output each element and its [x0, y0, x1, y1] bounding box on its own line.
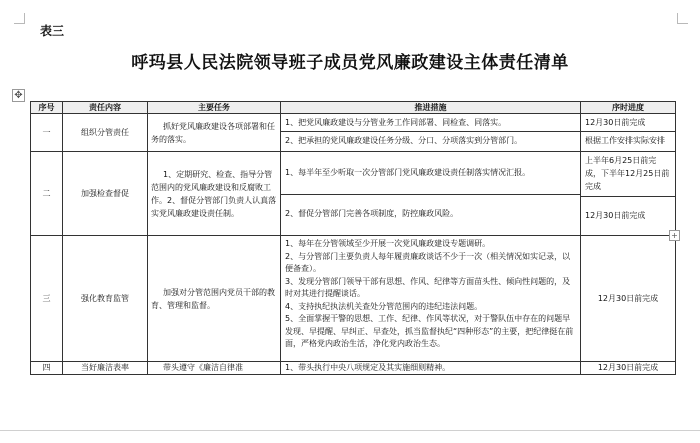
row-number: 一 [31, 114, 63, 152]
measure-item: 4、支持执纪执法机关查处分管范围内的违纪违法问题。 [285, 301, 483, 311]
header-cell: 推进措施 [281, 102, 581, 114]
row-number: 三 [31, 236, 63, 362]
header-cell: 主要任务 [148, 102, 281, 114]
page-corner-mark [677, 13, 688, 24]
deadline-item: 根据工作安排实际安排 [581, 131, 675, 149]
measure-item: 2、与分管部门主要负责人每年履责廉政谈话不少于一次（相关情况如实记录，以便备查）。 [285, 251, 571, 273]
responsibility-content: 强化教育监管 [63, 236, 148, 362]
measures-cell [281, 152, 581, 236]
measure-item: 1、每半年至少听取一次分管部门党风廉政建设责任制落实情况汇报。 [285, 168, 531, 177]
deadline-cell: 12月30日前完成 [581, 236, 676, 362]
responsibility-content: 当好廉洁表率 [63, 362, 148, 375]
deadline-item: 12月30日前完成 [585, 118, 646, 127]
table-row [31, 236, 676, 362]
measure-item: 2、把承担的党风廉政建设任务分级、分口、分项落实到分管部门。 [281, 131, 580, 149]
responsibility-content: 组织分管责任 [63, 114, 148, 152]
measures-cell [281, 114, 581, 152]
page-corner-mark [14, 13, 25, 24]
row-number: 四 [31, 362, 63, 375]
measure-item: 5、全面掌握干警的思想、工作、纪律、作风等状况，对于警队伍中存在的问题早发现、早提醒、早纠正、早查处，抓当监督执纪“四种形态”的主要，把纪律挺在前面，严格党内政治生活，净化党内政治生态。 [285, 314, 574, 348]
table-row [31, 152, 676, 236]
document-title: 呼玛县人民法院领导班子成员党风廉政建设主体责任清单 [131, 53, 569, 73]
deadline-item: 12月30日前完成 [581, 196, 675, 235]
main-task: 带头遵守《廉洁自律准 [148, 362, 281, 375]
table-label: 表三 [40, 24, 65, 38]
responsibility-content: 加强检查督促 [63, 152, 148, 236]
responsibility-table [30, 101, 675, 375]
deadline-item: 上半年6月25日前完成，下半年12月25日前完成 [585, 156, 670, 191]
main-task: 1、定期研究、检查、指导分管范围内的党风廉政建设和反腐败工作。2、督促分管部门负责人认真落实党风廉政建设责任制。 [148, 152, 281, 236]
deadline-cell: 12月30日前完成 [581, 362, 676, 375]
deadline-cell [581, 152, 676, 236]
table-row [31, 362, 676, 375]
header-cell: 责任内容 [63, 102, 148, 114]
measure-item: 3、发现分管部门领导干部有思想、作风、纪律等方面苗头性、倾向性问题的，及时对其进行提醒谈话。 [285, 276, 571, 298]
row-insert-handle-icon[interactable]: + [669, 230, 680, 241]
header-cell: 序号 [31, 102, 63, 114]
row-number: 二 [31, 152, 63, 236]
header-cell: 序时进度 [581, 102, 676, 114]
table-move-handle-icon[interactable]: ✥ [12, 89, 25, 102]
main-task: 抓好党风廉政建设各项部署和任务的落实。 [148, 114, 281, 152]
measure-item: 1、带头执行中央八项规定及其实施细则精神。 [281, 362, 581, 375]
measure-item: 1、把党风廉政建设与分管业务工作同部署、同检查、同落实。 [285, 118, 507, 127]
deadline-cell [581, 114, 676, 152]
main-task: 加强对分管范围内党员干部的教育、管理和监督。 [148, 236, 281, 362]
page-bottom-edge [0, 430, 700, 431]
table-header-row [31, 102, 676, 114]
measure-item: 2、督促分管部门完善各项制度，防控廉政风险。 [281, 194, 580, 233]
measure-item: 1、每年在分管领域至少开展一次党风廉政建设专题调研。 [285, 239, 491, 248]
measures-cell [281, 236, 581, 362]
table-row [31, 114, 676, 152]
